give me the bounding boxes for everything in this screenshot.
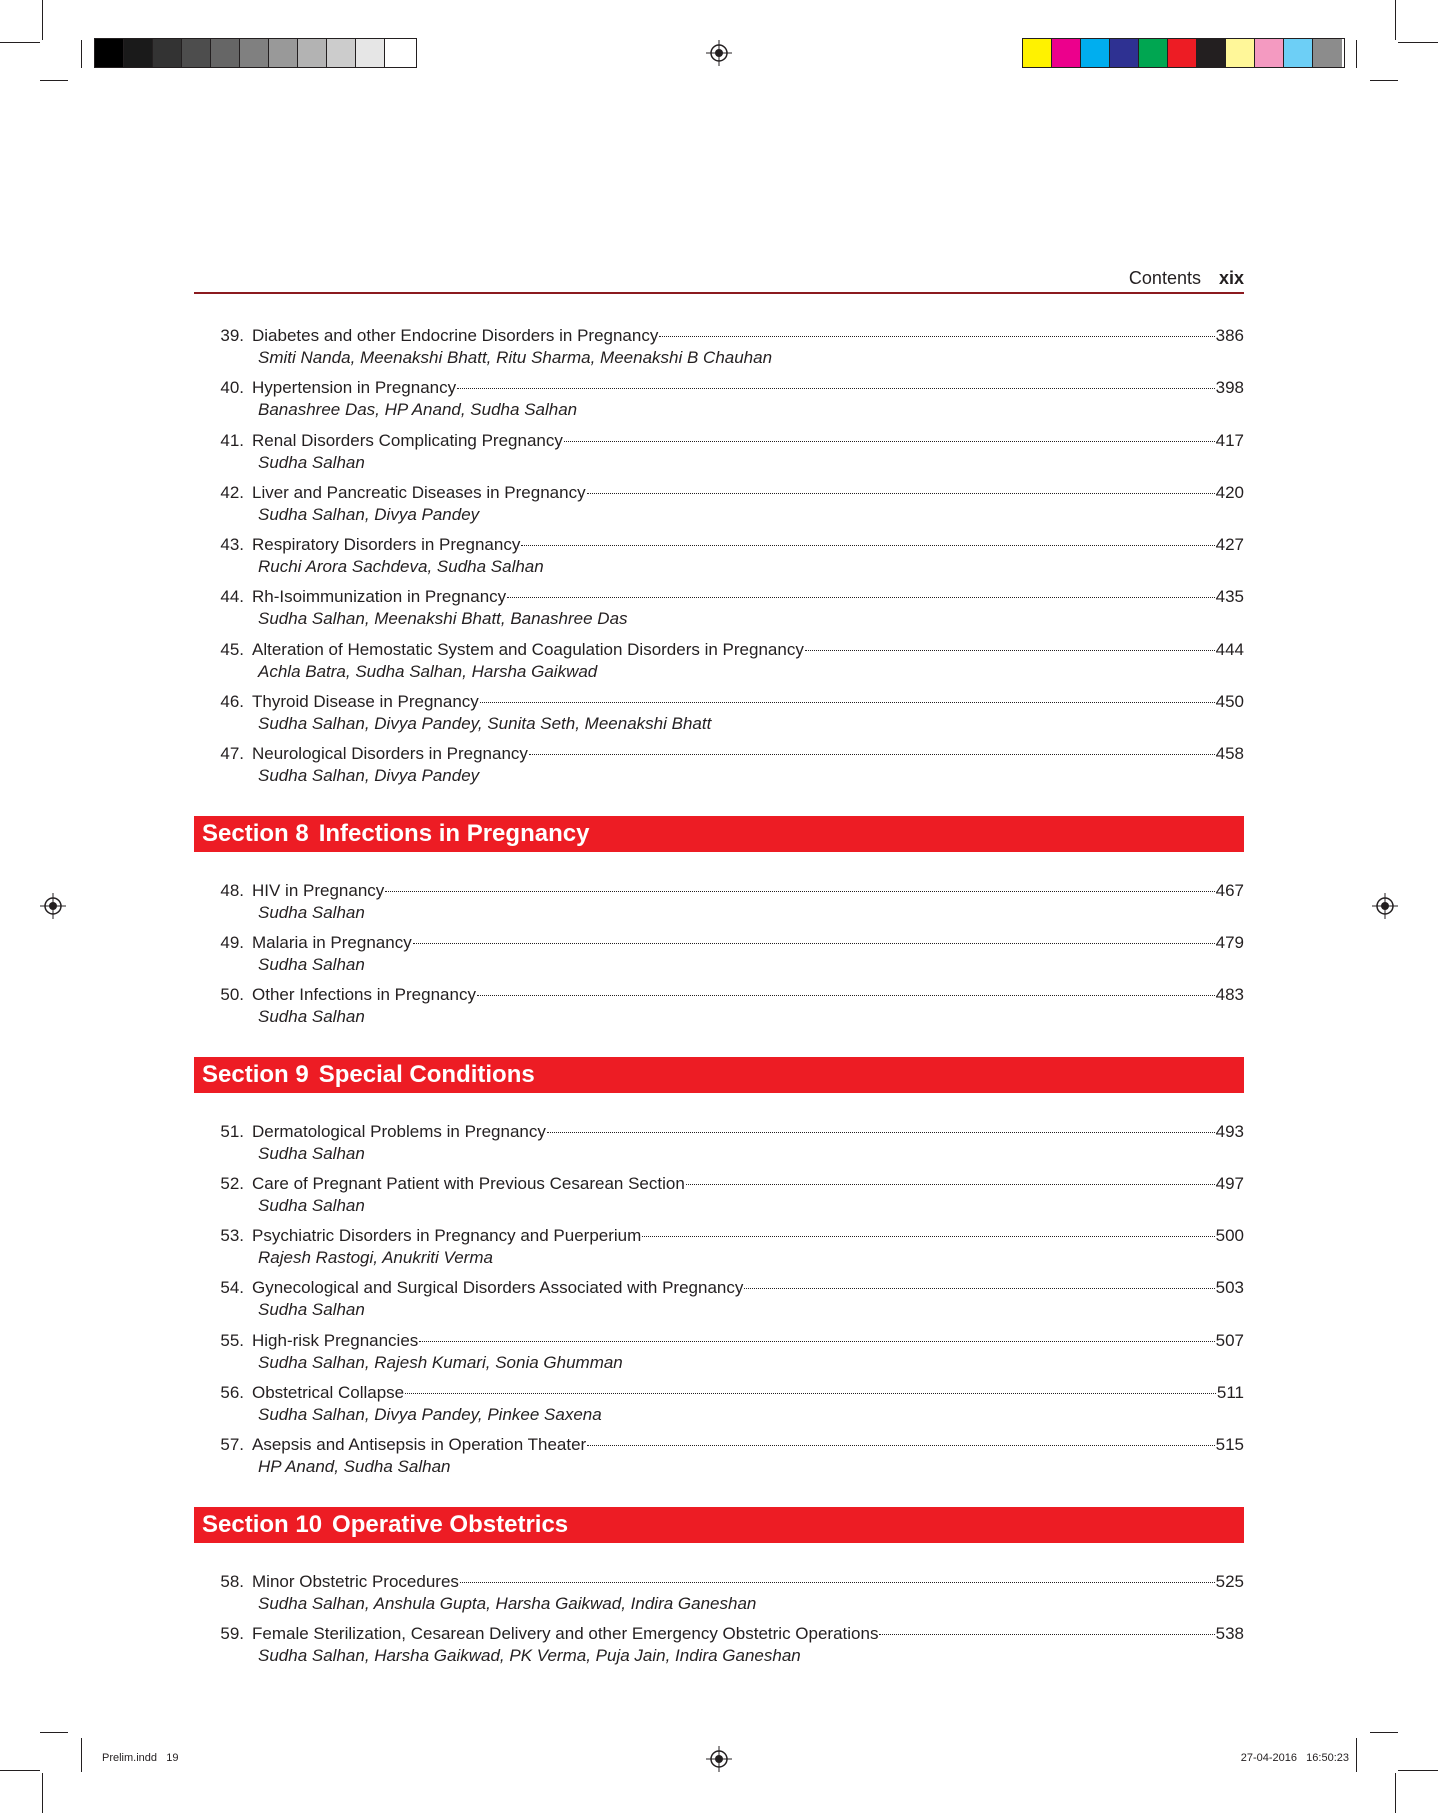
color-swatch	[327, 39, 356, 67]
chapter-authors: HP Anand, Sudha Salhan	[258, 1457, 451, 1477]
slug-time: 16:50:23	[1306, 1752, 1349, 1764]
chapter-title: High-risk Pregnancies	[252, 1330, 419, 1350]
toc-entry-line	[194, 377, 1244, 399]
color-swatch	[356, 39, 385, 67]
section-title: Infections in Pregnancy	[318, 819, 590, 847]
section-heading	[194, 1507, 1244, 1543]
chapter-page-number: 458	[1215, 744, 1244, 764]
color-swatch	[1081, 39, 1110, 67]
toc-entry[interactable]	[194, 691, 1244, 743]
chapter-number: 51.	[220, 1121, 244, 1141]
chapter-authors: Ruchi Arora Sachdeva, Sudha Salhan	[258, 557, 544, 577]
chapter-number: 53.	[220, 1226, 244, 1246]
dot-leader	[744, 1288, 1214, 1289]
color-swatch	[1023, 39, 1052, 67]
slug-file-name: Prelim.indd	[102, 1752, 158, 1764]
chapter-title: Care of Pregnant Patient with Previous Cesarean Section	[252, 1173, 685, 1193]
chapter-authors: Sudha Salhan	[258, 902, 365, 922]
running-head-title: Contents	[1128, 268, 1201, 288]
toc-entry[interactable]	[194, 1434, 1244, 1486]
registration-mark-icon	[706, 40, 732, 66]
section-label: Section 10	[202, 1510, 323, 1538]
chapter-authors: Sudha Salhan	[258, 1300, 365, 1320]
dot-leader	[879, 1634, 1214, 1635]
toc-entry[interactable]	[194, 1623, 1244, 1675]
toc-entry-line	[194, 1434, 1244, 1456]
dot-leader	[405, 1393, 1216, 1394]
toc-entry-line	[194, 743, 1244, 765]
chapter-page-number: 515	[1215, 1435, 1244, 1455]
chapter-number: 47.	[220, 744, 244, 764]
chapter-page-number: 398	[1215, 378, 1244, 398]
chapter-title: Alteration of Hemostatic System and Coagulation Disorders in Pregnancy	[252, 639, 804, 659]
toc-entry[interactable]	[194, 1121, 1244, 1173]
section-label: Section 8	[202, 819, 309, 847]
color-swatch	[240, 39, 269, 67]
color-swatch	[298, 39, 327, 67]
chapter-title: Neurological Disorders in Pregnancy	[252, 744, 528, 764]
chapter-title: Liver and Pancreatic Diseases in Pregnancy	[252, 482, 586, 502]
toc-entry[interactable]	[194, 1330, 1244, 1382]
color-swatch	[153, 39, 182, 67]
running-head	[1129, 268, 1244, 289]
toc-entry-line	[194, 534, 1244, 556]
toc-entry-line	[194, 1382, 1244, 1404]
toc-entry[interactable]	[194, 984, 1244, 1036]
toc-entry-line	[194, 1121, 1244, 1143]
dot-leader	[385, 891, 1214, 892]
dot-leader	[587, 1445, 1214, 1446]
toc-entry[interactable]	[194, 1225, 1244, 1277]
chapter-authors: Sudha Salhan	[258, 954, 365, 974]
color-swatch	[385, 39, 414, 67]
color-swatch	[1226, 39, 1255, 67]
chapter-authors: Sudha Salhan, Divya Pandey, Pinkee Saxena	[258, 1405, 602, 1425]
toc-entry[interactable]	[194, 377, 1244, 429]
toc-entry-line	[194, 1623, 1244, 1645]
chapter-number: 48.	[220, 880, 244, 900]
dot-leader	[659, 336, 1214, 337]
chapter-number: 52.	[220, 1173, 244, 1193]
section-heading	[194, 1057, 1244, 1093]
toc-entry-line	[194, 325, 1244, 347]
toc-entry-line	[194, 691, 1244, 713]
dot-leader	[477, 995, 1215, 996]
chapter-page-number: 450	[1215, 692, 1244, 712]
toc-entry-line	[194, 1571, 1244, 1593]
toc-entry[interactable]	[194, 639, 1244, 691]
chapter-page-number: 386	[1215, 326, 1244, 345]
chapter-authors: Sudha Salhan, Meenakshi Bhatt, Banashree Das	[258, 609, 628, 629]
process-color-bar	[1022, 38, 1345, 68]
chapter-number: 42.	[220, 482, 244, 502]
chapter-number: 46.	[220, 692, 244, 712]
chapter-title: Malaria in Pregnancy	[252, 932, 412, 952]
chapter-title: Obstetrical Collapse	[252, 1383, 405, 1403]
chapter-page-number: 479	[1215, 932, 1244, 952]
header-rule	[194, 292, 1244, 294]
chapter-title: Asepsis and Antisepsis in Operation Theater	[252, 1435, 587, 1455]
chapter-number: 39.	[220, 326, 244, 345]
chapter-page-number: 435	[1215, 587, 1244, 607]
section-heading	[194, 816, 1244, 852]
toc-entry[interactable]	[194, 586, 1244, 638]
chapter-authors: Sudha Salhan, Divya Pandey	[258, 504, 480, 524]
dot-leader	[587, 493, 1215, 494]
chapter-title: Respiratory Disorders in Pregnancy	[252, 535, 521, 555]
chapter-authors: Achla Batra, Sudha Salhan, Harsha Gaikwad	[258, 661, 598, 681]
chapter-authors: Sudha Salhan	[258, 1143, 365, 1163]
slug-date: 27-04-2016	[1240, 1752, 1297, 1764]
color-swatch	[1313, 39, 1342, 67]
chapter-page-number: 507	[1215, 1330, 1244, 1350]
toc-entry[interactable]	[194, 482, 1244, 534]
chapter-number: 56.	[220, 1383, 244, 1403]
chapter-number: 58.	[220, 1571, 244, 1591]
registration-mark-icon	[706, 1746, 732, 1772]
table-of-contents	[194, 325, 1244, 1675]
color-swatch	[1139, 39, 1168, 67]
color-swatch	[211, 39, 240, 67]
chapter-authors: Sudha Salhan, Divya Pandey	[258, 766, 480, 786]
toc-entry[interactable]	[194, 325, 1244, 377]
dot-leader	[686, 1184, 1215, 1185]
chapter-number: 49.	[220, 932, 244, 952]
slug-file	[102, 1752, 178, 1764]
color-swatch	[1168, 39, 1197, 67]
chapter-authors: Sudha Salhan	[258, 1007, 365, 1027]
chapter-title: Psychiatric Disorders in Pregnancy and Puerperium	[252, 1226, 642, 1246]
chapter-title: Thyroid Disease in Pregnancy	[252, 692, 479, 712]
registration-mark-icon	[40, 893, 66, 919]
toc-entry-line	[194, 880, 1244, 902]
dot-leader	[457, 388, 1215, 389]
color-swatch	[1197, 39, 1226, 67]
chapter-page-number: 444	[1215, 639, 1244, 659]
chapter-page-number: 538	[1215, 1623, 1244, 1643]
toc-entry-line	[194, 1330, 1244, 1352]
chapter-number: 55.	[220, 1330, 244, 1350]
chapter-page-number: 525	[1215, 1571, 1244, 1591]
dot-leader	[521, 545, 1214, 546]
dot-leader	[642, 1236, 1214, 1237]
dot-leader	[547, 1132, 1215, 1133]
color-swatch	[1052, 39, 1081, 67]
color-swatch	[124, 39, 153, 67]
chapter-title: Other Infections in Pregnancy	[252, 985, 476, 1005]
chapter-authors: Sudha Salhan, Rajesh Kumari, Sonia Ghumman	[258, 1352, 623, 1372]
slug-page: 19	[166, 1752, 179, 1764]
chapter-title: Dermatological Problems in Pregnancy	[252, 1121, 546, 1141]
toc-entry-line	[194, 430, 1244, 452]
chapter-page-number: 417	[1215, 430, 1244, 450]
chapter-title: Minor Obstetric Procedures	[252, 1571, 459, 1591]
chapter-number: 57.	[220, 1435, 244, 1455]
dot-leader	[529, 754, 1215, 755]
toc-entry-line	[194, 482, 1244, 504]
chapter-title: Diabetes and other Endocrine Disorders in Pregnancy	[252, 326, 659, 345]
chapter-number: 43.	[220, 535, 244, 555]
chapter-page-number: 503	[1215, 1278, 1244, 1298]
color-swatch	[1110, 39, 1139, 67]
slug-timestamp	[1241, 1752, 1349, 1764]
color-swatch	[1255, 39, 1284, 67]
toc-entry-line	[194, 639, 1244, 661]
toc-entry[interactable]	[194, 430, 1244, 482]
chapter-title: HIV in Pregnancy	[252, 880, 385, 900]
registration-mark-icon	[1372, 893, 1398, 919]
toc-entry[interactable]	[194, 1173, 1244, 1225]
dot-leader	[413, 943, 1215, 944]
chapter-number: 59.	[220, 1623, 244, 1643]
chapter-authors: Sudha Salhan, Harsha Gaikwad, PK Verma, Puja Jain, Indira Ganeshan	[258, 1645, 801, 1665]
toc-entry[interactable]	[194, 1571, 1244, 1623]
chapter-number: 41.	[220, 430, 244, 450]
chapter-title: Female Sterilization, Cesarean Delivery and other Emergency Obstetric Operations	[252, 1623, 879, 1643]
dot-leader	[419, 1341, 1214, 1342]
chapter-authors: Rajesh Rastogi, Anukriti Verma	[258, 1248, 493, 1268]
chapter-authors: Sudha Salhan, Anshula Gupta, Harsha Gaikwad, Indira Ganeshan	[258, 1593, 757, 1613]
toc-entry-line	[194, 586, 1244, 608]
chapter-page-number: 420	[1215, 482, 1244, 502]
chapter-number: 50.	[220, 985, 244, 1005]
chapter-authors: Sudha Salhan	[258, 1195, 365, 1215]
chapter-title: Gynecological and Surgical Disorders Associated with Pregnancy	[252, 1278, 744, 1298]
chapter-page-number: 493	[1215, 1121, 1244, 1141]
chapter-number: 44.	[220, 587, 244, 607]
chapter-number: 54.	[220, 1278, 244, 1298]
gray-color-bar	[94, 38, 417, 68]
toc-entry-line	[194, 1277, 1244, 1299]
chapter-authors: Sudha Salhan	[258, 452, 365, 472]
chapter-page-number: 483	[1215, 985, 1244, 1005]
toc-entry[interactable]	[194, 1277, 1244, 1329]
section-title: Special Conditions	[318, 1060, 535, 1088]
dot-leader	[805, 650, 1215, 651]
chapter-page-number: 500	[1215, 1226, 1244, 1246]
chapter-page-number: 467	[1215, 880, 1244, 900]
color-swatch	[269, 39, 298, 67]
chapter-authors: Sudha Salhan, Divya Pandey, Sunita Seth, Meenakshi Bhatt	[258, 714, 712, 734]
dot-leader	[480, 702, 1215, 703]
chapter-authors: Smiti Nanda, Meenakshi Bhatt, Ritu Sharma, Meenakshi B Chauhan	[258, 348, 773, 367]
page-number: xix	[1218, 268, 1244, 288]
chapter-authors: Banashree Das, HP Anand, Sudha Salhan	[258, 400, 578, 420]
color-swatch	[95, 39, 124, 67]
toc-entry[interactable]	[194, 880, 1244, 932]
color-swatch	[1284, 39, 1313, 67]
chapter-number: 40.	[220, 378, 244, 398]
toc-entry[interactable]	[194, 743, 1244, 795]
dot-leader	[564, 441, 1215, 442]
toc-entry[interactable]	[194, 932, 1244, 984]
dot-leader	[507, 597, 1214, 598]
dot-leader	[460, 1582, 1215, 1583]
toc-entry-line	[194, 932, 1244, 954]
color-swatch	[182, 39, 211, 67]
chapter-page-number: 497	[1215, 1173, 1244, 1193]
chapter-title: Rh-Isoimmunization in Pregnancy	[252, 587, 507, 607]
section-label: Section 9	[202, 1060, 309, 1088]
chapter-page-number: 511	[1216, 1383, 1244, 1403]
toc-entry-line	[194, 1225, 1244, 1247]
toc-entry[interactable]	[194, 534, 1244, 586]
chapter-title: Hypertension in Pregnancy	[252, 378, 457, 398]
toc-entry-line	[194, 984, 1244, 1006]
chapter-number: 45.	[220, 639, 244, 659]
toc-entry-line	[194, 1173, 1244, 1195]
toc-entry[interactable]	[194, 1382, 1244, 1434]
chapter-page-number: 427	[1215, 535, 1244, 555]
chapter-title: Renal Disorders Complicating Pregnancy	[252, 430, 563, 450]
section-title: Operative Obstetrics	[332, 1510, 569, 1538]
